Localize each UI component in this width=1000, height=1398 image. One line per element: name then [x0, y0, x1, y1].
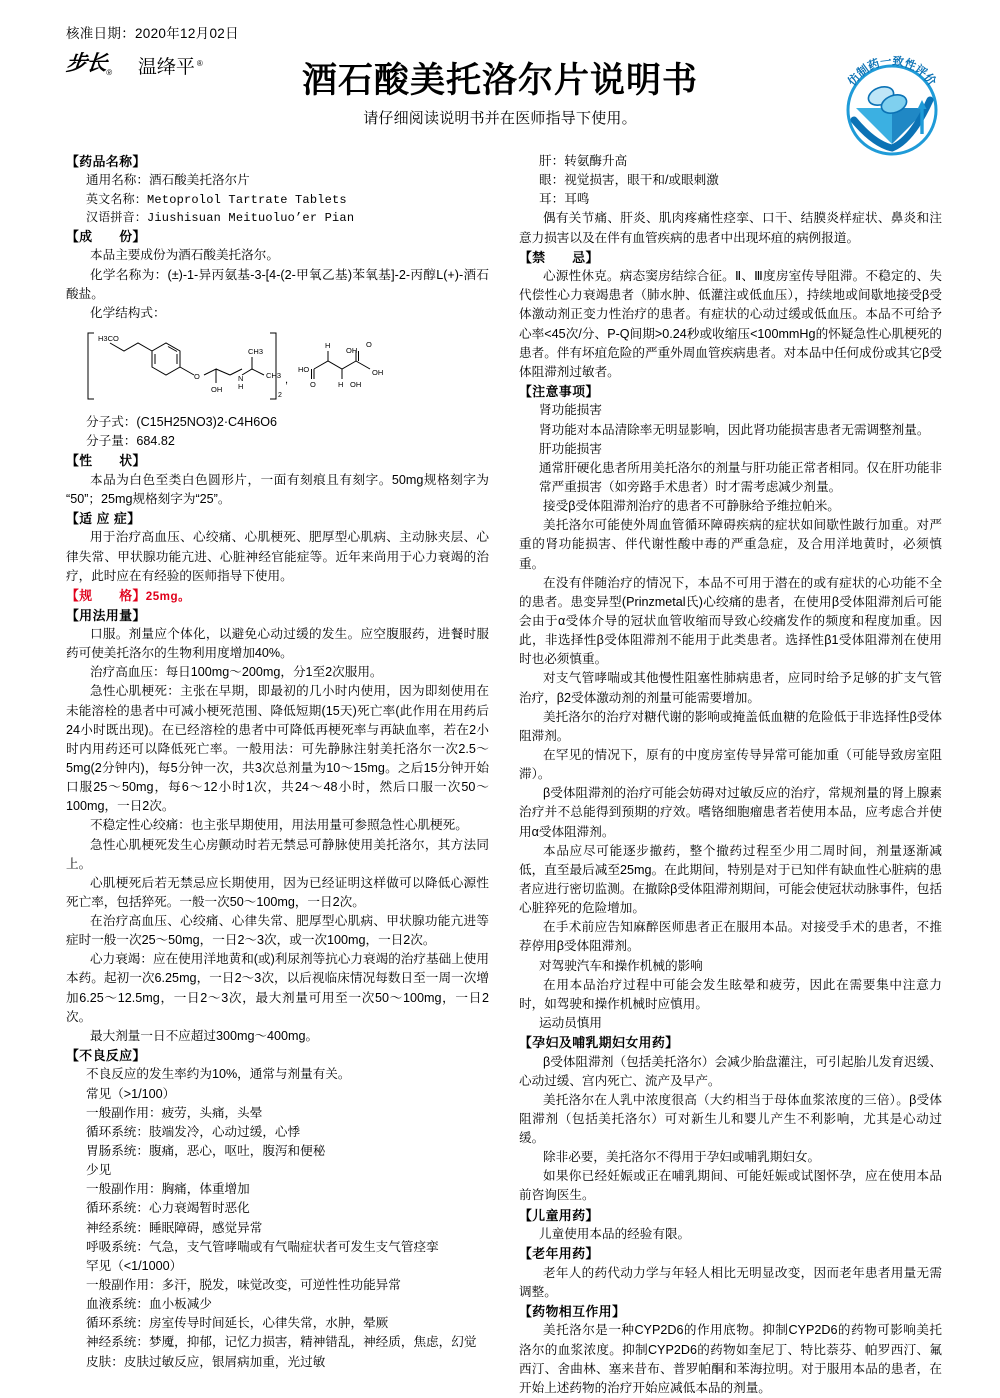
page-subtitle: 请仔细阅读说明书并在医师指导下使用。 [363, 109, 637, 127]
body-paragraph: 急性心肌梗死：主张在早期，即最初的几小时内使用，因为即刻使用在未能溶栓的患者中可减小梗死范围、降低短期(15天)死亡率(此作用在用药后24小时既出现)。在已经溶栓的患者中可降低再梗死率与再缺血率，若在2小时内用药还可以降低死亡率。一般用法：可先静脉注射美托洛尔一次2.5～5mg(2分钟内)，每5分钟一次，共3次总剂量为10～15mg。之后15分钟开始口服25～50mg，每6～12小时1次，共24～48小时，然后口服一次50～100mg，一日2次。 [66, 684, 489, 814]
chem-label-methyl-1: CH3 [248, 347, 264, 357]
body-paragraph: 在手术前应告知麻醉医师患者正在服用本品。对接受手术的患者，不推荐停用β受体阻滞剂。 [519, 920, 942, 954]
sub-label-line: 循环系统：房室传导时间延长，心律失常，水肿，晕厥 [86, 1316, 389, 1331]
body-paragraph: 对支气管哮喘或其他慢性阻塞性肺病患者，应同时给予足够的扩支气管治疗，β2受体激动剂的剂量可能需要增加。 [519, 671, 942, 705]
sub-label-line: 肾功能损害 [539, 403, 602, 418]
sub-label-line: 通用名称：酒石酸美托洛尔片 [86, 173, 250, 188]
left-column [66, 152, 489, 1369]
sub-label-line: 通常肝硬化患者所用美托洛尔的剂量与肝功能正常者相同。仅在肝功能非常严重损害（如旁路手术患者）时才需考虑减少剂量。 [539, 460, 942, 494]
sub-label-line: 一般副作用：疲劳，头痛，头晕 [86, 1105, 263, 1120]
content-columns [0, 152, 1000, 1395]
sub-label-line: 血液系统：血小板减少 [86, 1297, 212, 1312]
sub-label-line: 肝：转氨酶升高 [539, 154, 628, 168]
chem-label-hydroxyl: OH [211, 385, 223, 395]
body-paragraph: 急性心肌梗死发生心房颤动时若无禁忌可静脉使用美托洛尔，其方法同上。 [66, 837, 489, 871]
body-paragraph: 化学结构式： [90, 305, 166, 320]
chem-label-ether-o: O [194, 372, 200, 382]
section-heading: 【药品名称】 [66, 154, 146, 169]
body-paragraph: 在用本品治疗过程中可能会发生眩晕和疲劳，因此在需要集中注意力时，如驾驶和操作机械时应慎用。 [519, 977, 942, 1011]
body-paragraph: 本品应尽可能逐步撤药，整个撤药过程至少用二周时间，剂量逐渐减低，直至最后减至25mg。在此期间，特别是对于已知伴有缺血性心脏病的患者应进行密切监测。在撤除β受体阻滞剂期间，可能会使冠状动脉事件，包括心脏猝死的危险增加。 [519, 843, 942, 916]
brand-registered-mark: ® [196, 58, 203, 68]
sub-label-line: 常见（>1/100） [86, 1086, 176, 1101]
sub-label-line: 运动员慎用 [539, 1015, 602, 1030]
body-paragraph: 美托洛尔的治疗对糖代谢的影响或掩盖低血糖的危险低于非选择性β受体阻滞剂。 [519, 709, 942, 743]
section-heading: 【儿童用药】 [519, 1207, 599, 1223]
sub-label-line: 英文名称：Metoprolol Tartrate Tablets [86, 192, 347, 207]
sub-label-line: 神经系统：睡眠障碍，感觉异常 [86, 1220, 263, 1235]
sub-label-line: 耳：耳鸣 [539, 192, 590, 207]
body-paragraph: 老年人的药代动力学与年轻人相比无明显改变，因而老年患者用量无需调整。 [519, 1265, 942, 1299]
sub-label-line: 少见 [86, 1163, 112, 1178]
section-heading: 【性 状】 [66, 453, 146, 469]
sub-label-line: 儿童使用本品的经验有限。 [539, 1227, 691, 1242]
chem-label-t-oh1: OH [346, 346, 358, 356]
product-brand-name [138, 58, 203, 77]
sub-label-line: 皮肤：皮肤过敏反应，银屑病加重，光过敏 [86, 1354, 326, 1369]
sub-label-line: 汉语拼音：Jiushisuan Meituoluo’er Pian [86, 210, 355, 225]
sub-label-line: 分子式：(C15H25NO3)2·C4H6O6 [86, 415, 278, 430]
body-paragraph: 美托洛尔是一种CYP2D6的作用底物。抑制CYP2D6的药物可影响美托洛尔的血浆浓度。抑制CYP2D6的药物如奎尼丁、特比萘芬、帕罗西汀、氟西汀、舍曲林、塞来昔布、普罗帕酮和苯海拉明。对于服用本品的患者，在开始上述药物的治疗开始应减低本品的剂量。 [519, 1323, 942, 1395]
chem-label-t-oh3: OH [372, 368, 384, 378]
body-paragraph: β受体阻滞剂的治疗可能会妨碍对过敏反应的治疗，常规剂量的肾上腺素治疗并不总能得到预期的疗效。嗜铬细胞瘤患者若使用本品，应考虑合并使用α受体阻滞剂。 [519, 786, 942, 839]
company-logo [65, 53, 113, 77]
product-brand-text: 温绛平 [137, 57, 195, 79]
body-paragraph: 在没有伴随治疗的情况下，本品不可用于潜在的或有症状的心功能不全的患者。患变异型(Prinzmetal氏)心绞痛的患者，在使用β受体阻滞剂后可能会由于α受体介导的冠状血管收缩而导致心绞痛发作的频度和程度加重。因此，非选择性β受体阻滞剂不能用于此类患者。选择性β1受体阻滞剂在使用时也必须慎重。 [519, 575, 942, 667]
chem-label-t-h1: H [325, 341, 331, 351]
section-heading: 【药物相互作用】 [519, 1303, 626, 1319]
section-heading: 【不良反应】 [66, 1048, 146, 1064]
body-paragraph: 在治疗高血压、心绞痛、心律失常、肥厚型心肌病、甲状腺功能亢进等症时一般一次25～50mg，一日2～3次，或一次100mg，一日2次。 [66, 914, 489, 948]
sub-label-line: 一般副作用：多汗，脱发，味觉改变，可逆性性功能异常 [86, 1278, 401, 1293]
sub-label-line: 对驾驶汽车和操作机械的影响 [539, 958, 703, 973]
sub-label-line: 循环系统：心力衰竭暂时恶化 [86, 1201, 250, 1216]
chem-label-t-o1: O [310, 380, 316, 390]
sub-label-line: 肾功能对本品清除率无明显影响，因此肾功能损害患者无需调整剂量。 [539, 422, 930, 437]
body-paragraph: 接受β受体阻滞剂治疗的患者不可静脉给予维拉帕米。 [543, 499, 840, 514]
section-heading: 【老年用药】 [519, 1246, 599, 1262]
body-paragraph: 用于治疗高血压、心绞痛、心肌梗死、肥厚型心肌病、主动脉夹层、心律失常、甲状腺功能亢进、心脏神经官能症等。近年来尚用于心力衰竭的治疗，此时应在有经验的医师指导下使用。 [66, 530, 489, 583]
sub-label-line: 肝功能损害 [539, 441, 602, 456]
body-paragraph: β受体阻滞剂（包括美托洛尔）会减少胎盘灌注，可引起胎儿发育迟缓、心动过缓、宫内死亡、流产及早产。 [519, 1054, 942, 1088]
section-heading: 【用法用量】 [66, 607, 146, 623]
sub-label-line: 分子量：684.82 [86, 434, 175, 449]
sub-label-line: 不良反应的发生率约为10%，通常与剂量有关。 [86, 1067, 351, 1082]
body-paragraph: 不稳定性心绞痛：也主张早期使用，用法用量可参照急性心肌梗死。 [90, 818, 468, 833]
specification-label: 【规 格】 [66, 587, 146, 603]
body-paragraph: 本品主要成份为酒石酸美托洛尔。 [90, 248, 279, 263]
body-paragraph: 美托洛尔在人乳中浓度很高（大约相当于母体血浆浓度的三倍）。β受体阻滞剂（包括美托洛尔）可对新生儿和婴儿产生不利影响，尤其是心动过缓。 [519, 1092, 942, 1146]
body-paragraph: 除非必要，美托洛尔不得用于孕妇或哺乳期妇女。 [543, 1150, 821, 1165]
sub-label-line: 胃肠系统：腹痛，恶心，呕吐，腹泻和便秘 [86, 1144, 326, 1159]
body-paragraph: 治疗高血压：每日100mg～200mg，分1至2次服用。 [90, 665, 383, 680]
body-paragraph: 心肌梗死后若无禁忌应长期使用，因为已经证明这样做可以降低心源性死亡率，包括猝死。一般一次50～100mg，一日2次。 [66, 875, 489, 909]
brand-row [66, 51, 940, 77]
body-paragraph: 本品为白色至类白色圆形片，一面有刻痕且有刻字。50mg规格刻字为“50”；25mg规格刻字为“25”。 [66, 472, 489, 506]
seal-arc-text: 仿制药一致性评价 [846, 55, 938, 89]
body-paragraph: 口服。剂量应个体化，以避免心动过缓的发生。应空腹服药，进餐时服药可使美托洛尔的生物利用度增加40%。 [66, 626, 489, 661]
approval-date: 核准日期：2020年12月02日 [66, 26, 239, 41]
sub-label-line: 呼吸系统：气急，支气管哮喘或有气喘症状者可发生支气管痉挛 [86, 1239, 439, 1254]
sub-label-line: 罕见（<1/1000） [86, 1258, 183, 1273]
body-paragraph: 美托洛尔可能使外周血管循环障碍疾病的症状如间歇性跛行加重。对严重的肾功能损害、伴代谢性酸中毒的严重急症，及合用洋地黄时，必须慎重。 [519, 518, 942, 571]
sub-label-line: 神经系统：梦魇，抑郁，记忆力损害，精神错乱，神经质，焦虑，幻觉 [86, 1335, 477, 1350]
sub-label-line: 眼：视觉损害，眼干和/或眼刺激 [539, 173, 719, 188]
section-heading: 【适 应 症】 [66, 511, 141, 527]
chem-label-subscript: 2 [278, 392, 282, 400]
body-paragraph: 偶有关节痛、肝炎、肌肉疼痛性痉挛、口干、结膜炎样症状、鼻炎和注意力损害以及在伴有血管疾病的患者中出现坏疽的病例报道。 [519, 211, 942, 245]
body-paragraph: 在罕见的情况下，原有的中度房室传导异常可能加重（可能导致房室阻滞）。 [519, 747, 942, 782]
chem-label-separator: , [285, 374, 289, 387]
body-paragraph: 最大剂量一日不应超过300mg～400mg。 [90, 1028, 319, 1043]
body-paragraph: 心源性休克。病态窦房结综合征。Ⅱ、Ⅲ度房室传导阻滞。不稳定的、失代偿性心力衰竭患者（肺水肿、低灌注或低血压），持续地或间歇地接受β受体激动剂正变力性治疗的患者。有症状的心动过缓或低血压。本品不可给予心率<45次/分、P-Q间期>0.24秒或收缩压<100mmHg的怀疑急性心肌梗死的患者。伴有坏疽危险的严重外周血管疾病患者。对本品中任何成份或其它β受体阻滞剂过敏者。 [519, 269, 942, 379]
body-paragraph: 如果你已经妊娠或正在哺乳期间、可能妊娠或试图怀孕，应在使用本品前咨询医生。 [519, 1169, 942, 1203]
right-column [519, 152, 942, 1395]
chemical-structure-container [66, 325, 489, 411]
page-title: 酒石酸美托洛尔片说明书 [301, 61, 698, 100]
chem-label-methoxy: H3CO [98, 334, 119, 344]
section-heading-specification [66, 586, 489, 606]
chem-label-t-oh2: OH [350, 380, 362, 390]
company-logo-text: 步长 [64, 52, 108, 75]
chem-label-t-o2: O [366, 340, 372, 350]
consistency-evaluation-seal-icon [834, 48, 950, 164]
section-heading: 【成 份】 [66, 229, 146, 245]
company-logo-registered-mark: ® [105, 68, 112, 78]
section-heading: 【孕妇及哺乳期妇女用药】 [519, 1035, 679, 1051]
body-paragraph: 心力衰竭：应在使用洋地黄和(或)利尿剂等抗心力衰竭的治疗基础上使用本药。起初一次6.25mg，一日2～3次，以后视临床情况每数日至一周一次增加6.25～12.5mg，一日2～3次，最大剂量可用至一次50～100mg，一日2次。 [66, 952, 489, 1024]
chem-label-methyl-2: CH3 [266, 371, 282, 381]
page-header [0, 0, 1000, 140]
section-heading: 【禁 忌】 [519, 249, 599, 265]
body-paragraph: 化学名称为：(±)-1-异丙氨基-3-[4-(2-甲氧乙基)苯氧基]-2-丙醇L(+)-酒石酸盐。 [66, 267, 489, 301]
chem-label-nitrogen: N [238, 374, 244, 384]
chem-label-nh-hydrogen: H [238, 382, 244, 392]
section-heading: 【注意事项】 [519, 383, 599, 399]
chemical-structure-diagram [82, 325, 402, 411]
specification-value: 25mg。 [145, 589, 191, 603]
chem-label-t-ho: HO [298, 365, 310, 375]
sub-label-line: 循环系统：肢端发冷，心动过缓，心悸 [86, 1124, 301, 1139]
chem-label-t-h2: H [338, 380, 344, 390]
sub-label-line: 一般副作用：胸痛，体重增加 [86, 1182, 250, 1197]
